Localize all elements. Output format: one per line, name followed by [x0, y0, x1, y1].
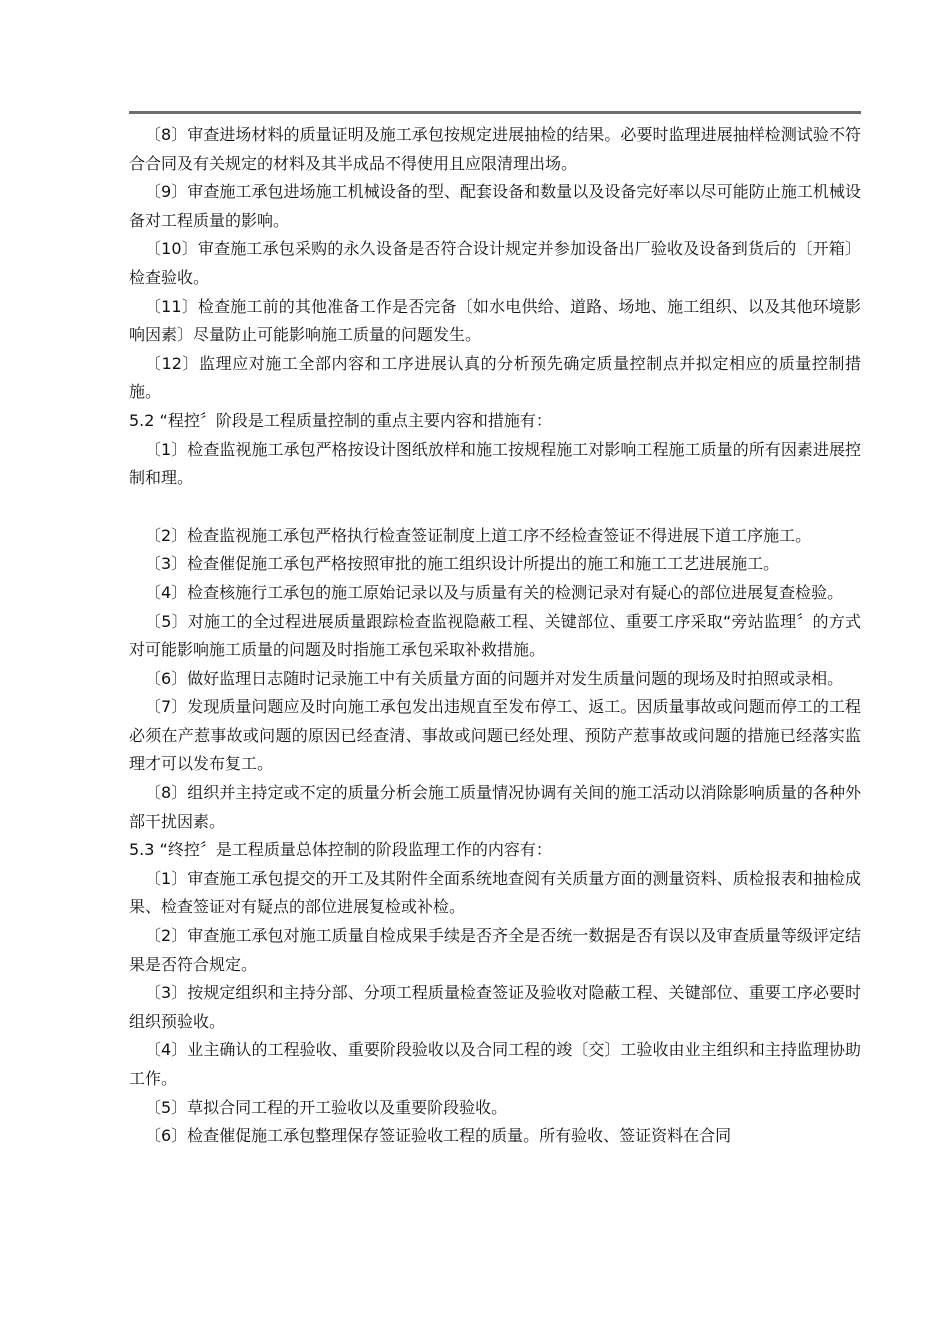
paragraph-5-3-6: 〔6〕检查催促施工承包整理保存签证验收工程的质量。所有验收、签证资料在合同	[145, 1126, 732, 1146]
paragraph-5-2-1: 〔1〕检查监视施工承包严格按设计图纸放样和施工按规程施工对影响工程施工质量的所有因素进展控制和理。	[129, 439, 861, 488]
paragraph-10-equipment-review: 〔10〕审查施工承包采购的永久设备是否符合设计规定并参加设备出厂验收及设备到货后的〔开箱〕检查验收。	[129, 239, 861, 287]
paragraph-8-material-inspection: 〔8〕审查进场材料的质量证明及施工承包按规定进展抽检的结果。必要时监理进展抽样检测试验不符合合同及有关规定的材料及其半成品不得使用且应限清理出场。	[129, 125, 861, 173]
paragraph-5-3-4: 〔4〕业主确认的工程验收、重要阶段验收以及合同工程的竣〔交〕工验收由业主组织和主持监理协助工作。	[129, 1040, 861, 1088]
paragraph-5-2-5: 〔5〕对施工的全过程进展质量跟踪检查监视隐蔽工程、关键部位、重要工序采取“旁站监理〞的方式对可能影响施工质量的问题及时指施工承包采取补救措施。	[129, 611, 861, 660]
section-heading-5-2: 5.2 “程控〞阶段是工程质量控制的重点主要内容和措施有：	[129, 410, 552, 430]
section-heading-5-3: 5.3 “终控〞是工程质量总体控制的阶段监理工作的内容有：	[129, 840, 552, 860]
paragraph-5-2-6: 〔6〕做好监理日志随时记录施工中有关质量方面的问题并对发生质量问题的现场及时拍照或录相。	[145, 668, 844, 688]
paragraph-5-3-1: 〔1〕审查施工承包提交的开工及其附件全面系统地查阅有关质量方面的测量资料、质检报表和抽检成果、检查签证对有疑点的部位进展复检或补检。	[129, 868, 861, 917]
paragraph-11-preparation-check: 〔11〕检查施工前的其他准备工作是否完备〔如水电供给、道路、场地、施工组织、以及其他环境影响因素〕尽量防止可能影响施工质量的问题发生。	[129, 296, 861, 345]
paragraph-5-2-2: 〔2〕检查监视施工承包严格执行检查签证制度上道工序不经检查签证不得进展下道工序施工。	[145, 525, 812, 545]
paragraph-12-control-points: 〔12〕监理应对施工全部内容和工序进展认真的分析预先确定质量控制点并拟定相应的质量控制措施。	[129, 353, 861, 402]
document-body	[129, 121, 861, 1151]
paragraph-5-2-4: 〔4〕检查核施行工承包的施工原始记录以及与质量有关的检测记录对有疑心的部位进展复查检验。	[145, 582, 844, 602]
paragraph-5-3-2: 〔2〕审查施工承包对施工质量自检成果手续是否齐全是否统一数据是否有误以及审查质量等级评定结果是否符合规定。	[129, 926, 861, 974]
paragraph-5-3-5: 〔5〕草拟合同工程的开工验收以及重要阶段验收。	[145, 1097, 508, 1117]
paragraph-5-2-7: 〔7〕发现质量问题应及时向施工承包发出违规直至发布停工、返工。因质量事故或问题而停工的工程必须在产惹事故或问题的原因已经查清、事故或问题已经处理、预防产惹事故或问题的措施已经落实监理才可以发布复工。	[129, 697, 861, 774]
paragraph-5-2-3: 〔3〕检查催促施工承包严格按照审批的施工组织设计所提出的施工和施工工艺进展施工。	[145, 554, 780, 574]
paragraph-5-3-3: 〔3〕按规定组织和主持分部、分项工程质量检查签证及验收对隐蔽工程、关键部位、重要工序必要时组织预验收。	[129, 983, 861, 1031]
paragraph-5-2-8: 〔8〕组织并主持定或不定的质量分析会施工质量情况协调有关间的施工活动以消除影响质量的各种外部干扰因素。	[129, 783, 861, 831]
header-rule	[129, 111, 861, 114]
paragraph-9-machinery-review: 〔9〕审查施工承包进场施工机械设备的型、配套设备和数量以及设备完好率以尽可能防止施工机械设备对工程质量的影响。	[129, 182, 861, 230]
blank-line	[129, 493, 861, 522]
